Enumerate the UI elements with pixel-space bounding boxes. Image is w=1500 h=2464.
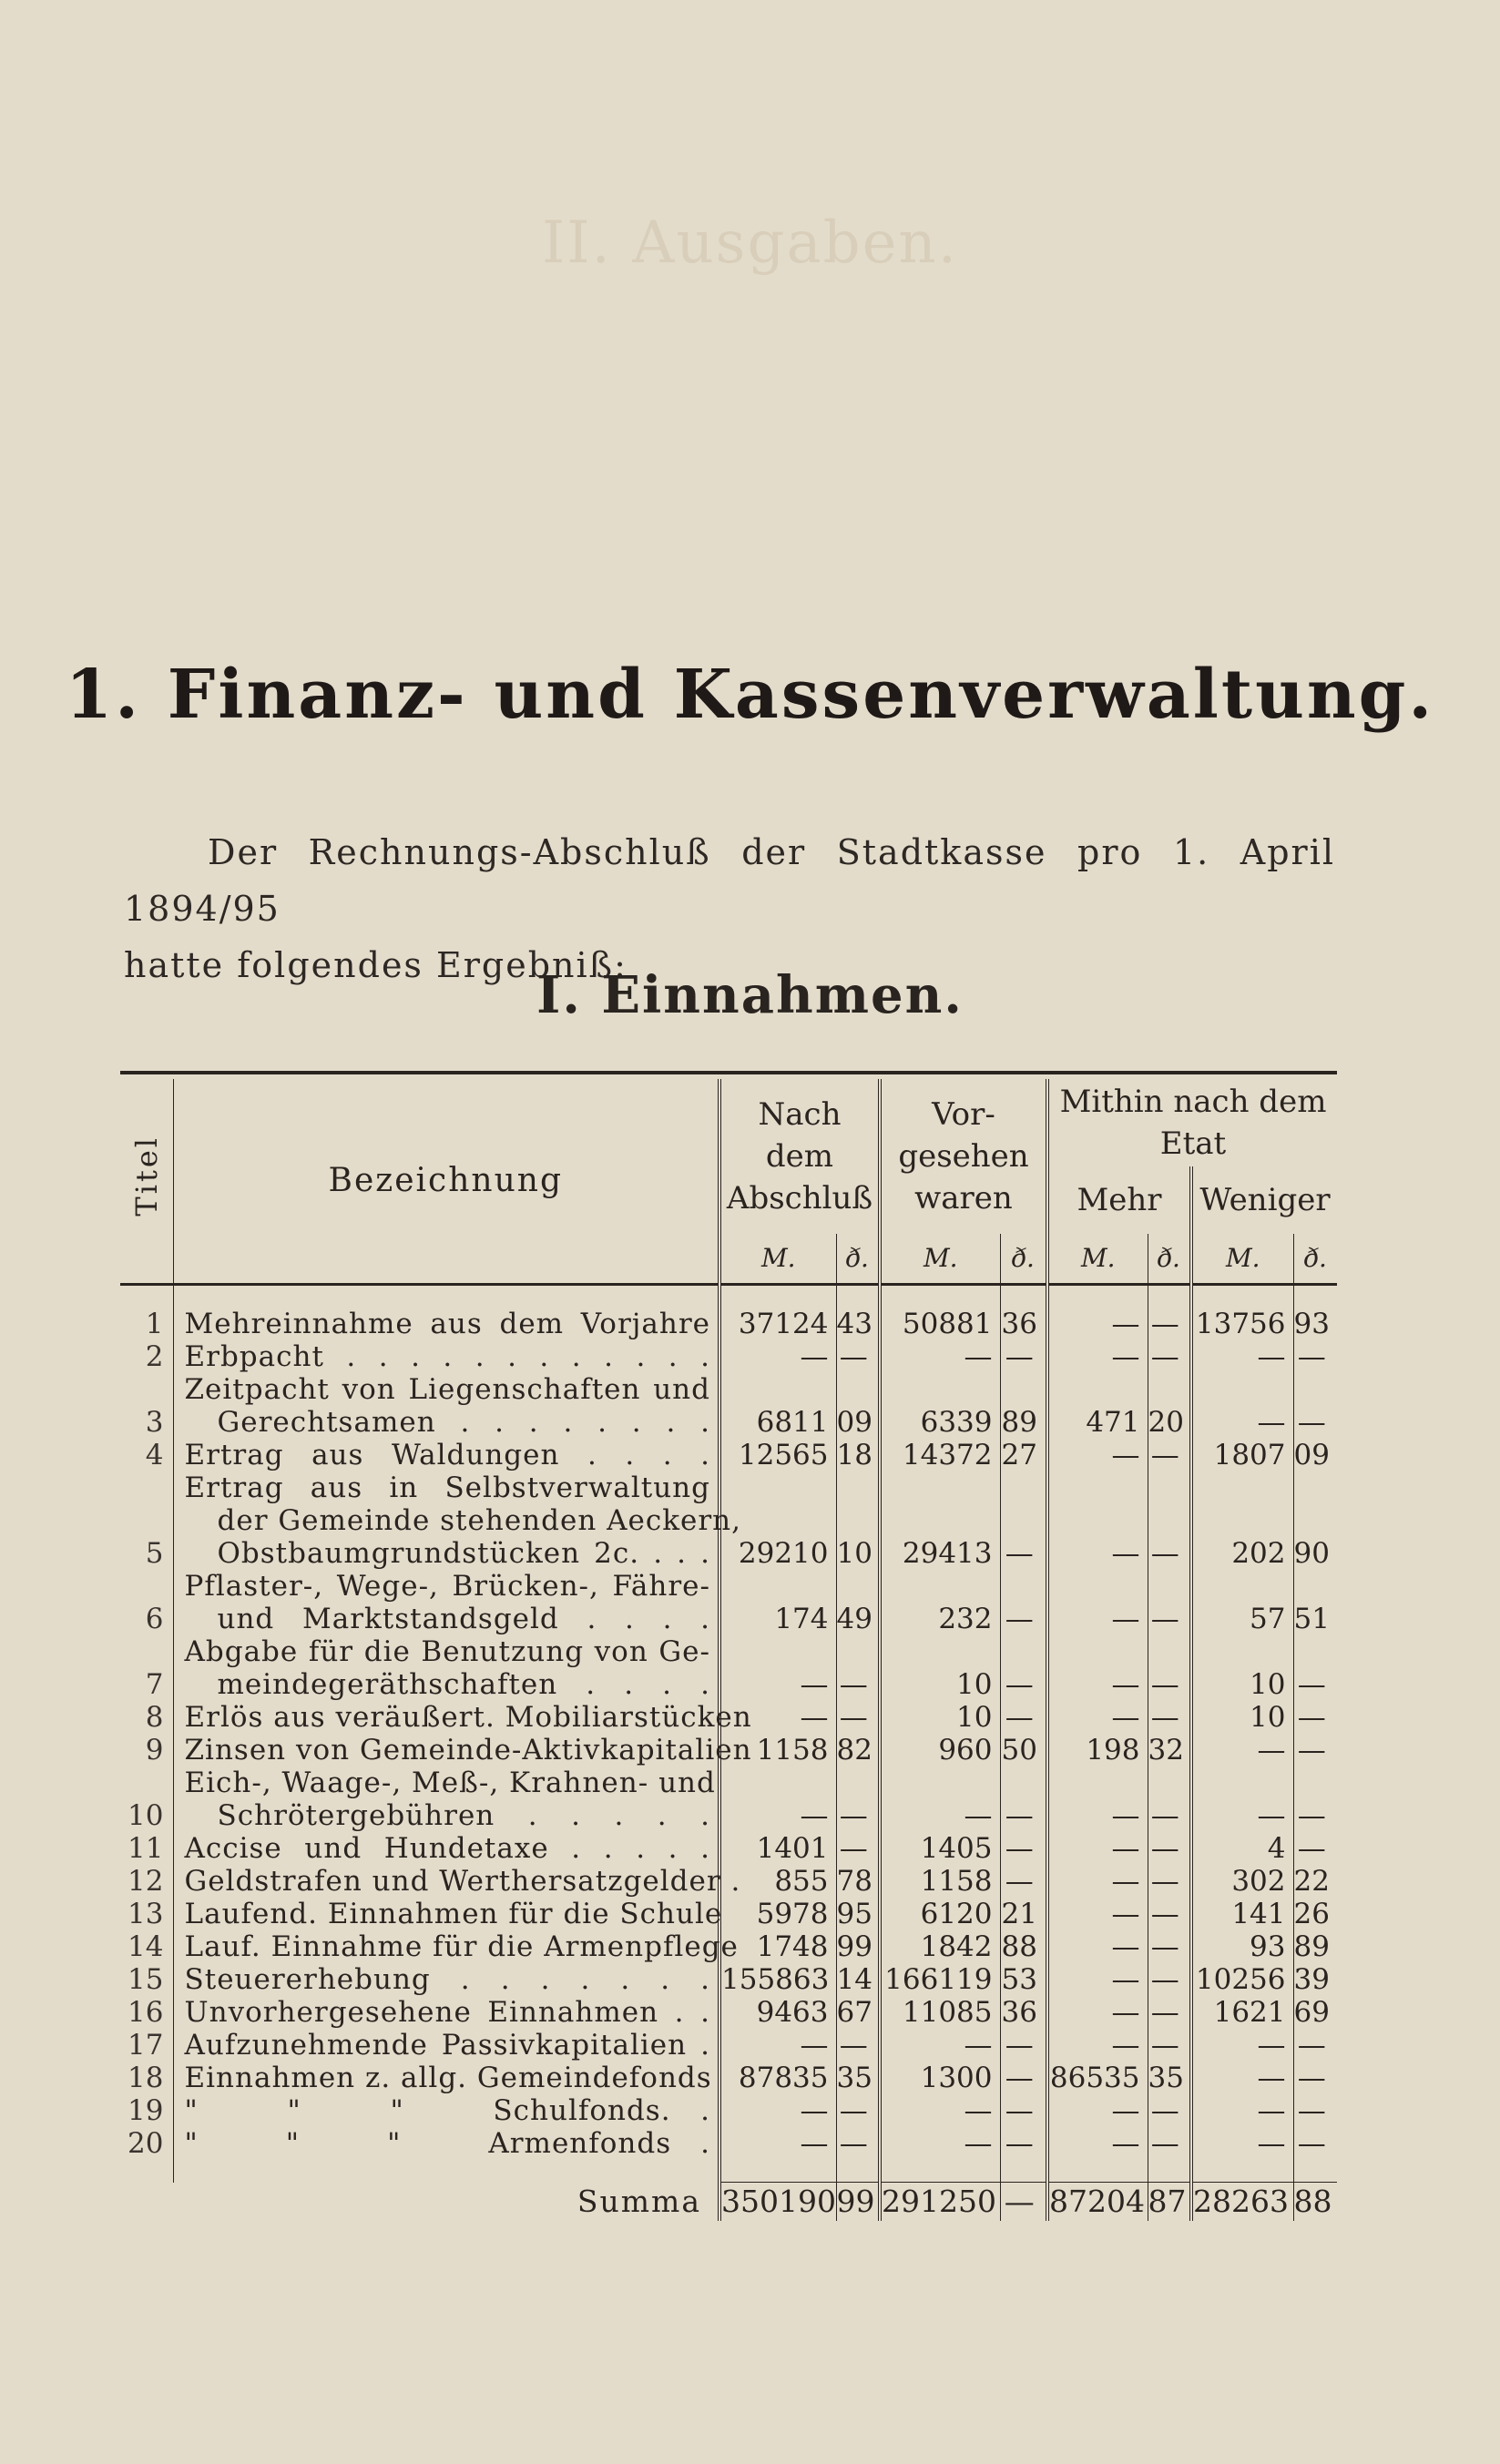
bleed-through-heading: II. Ausgaben. [541,209,959,277]
row-description [173,1898,723,1930]
weniger-pf: 90 [1293,1471,1337,1570]
row-description [173,1996,719,2029]
summa-mehr-pf: 87 [1148,2183,1191,2222]
weniger-pf: — [1293,1635,1337,1701]
mehr-pf: — [1148,2029,1191,2062]
mehr-pf: — [1148,1701,1191,1734]
abschluss-mark: — [719,2029,836,2062]
abschluss-mark: — [719,1635,836,1701]
abschluss-mark: — [719,2127,836,2160]
titel-number: 19 [128,2094,164,2127]
header-bezeichnung: Bezeichnung [173,1079,719,1285]
vorgesehen-mark: — [880,2127,1000,2160]
mehr-mark: — [1047,2094,1148,2127]
abschluss-pf: 78 [836,1865,880,1898]
titel-number: 2 [145,1340,164,1373]
abschluss-mark: 12565 [719,1439,836,1471]
table-row [120,1898,1337,1930]
subsection-title: I. Einnahmen. [536,965,964,1025]
titel-number: 5 [145,1537,164,1570]
abschluss-pf: — [836,2029,880,2062]
mehr-pf: — [1148,1963,1191,1996]
header-weniger: Weniger [1191,1166,1337,1234]
vorgesehen-pf: — [1000,1767,1047,1832]
mehr-pf: — [1148,1340,1191,1373]
row-description [173,1471,741,1570]
table-row [120,2062,1337,2094]
mehr-pf: — [1148,1767,1191,1832]
abschluss-mark: 1748 [719,1930,836,1963]
row-description [173,1340,719,1373]
weniger-pf: — [1293,1734,1337,1767]
row-description [173,2029,719,2062]
mehr-pf: — [1148,1898,1191,1930]
description-line: Pflaster-, Wege-, Brücken-, Fähre- [184,1570,710,1603]
table-row [120,1930,1337,1963]
vorgesehen-pf: — [1000,2029,1047,2062]
table-row [120,1996,1337,2029]
weniger-mark: — [1191,1734,1293,1767]
mehr-mark: 198 [1047,1734,1148,1767]
weniger-pf: — [1293,1767,1337,1832]
abschluss-mark: — [719,2094,836,2127]
mehr-mark: — [1047,1898,1148,1930]
row-description [173,1635,719,1701]
header-mehr: Mehr [1047,1166,1191,1234]
titel-number: 11 [128,1832,164,1865]
weniger-pf: — [1293,2029,1337,2062]
unit-mark: M. [1191,1234,1293,1285]
description-line: Zinsen von Gemeinde-Aktivkapitalien [184,1734,752,1767]
mehr-pf: — [1148,1635,1191,1701]
vorgesehen-pf: — [1000,2094,1047,2127]
vorgesehen-mark: 11085 [880,1996,1000,2029]
titel-number: 7 [145,1668,164,1701]
mehr-mark: — [1047,1570,1148,1635]
vorgesehen-mark: 1405 [880,1832,1000,1865]
titel-number: 9 [145,1734,164,1767]
vorgesehen-pf: 53 [1000,1963,1047,1996]
weniger-pf: 89 [1293,1930,1337,1963]
vorgesehen-mark: 1158 [880,1865,1000,1898]
description-line: Laufend. Einnahmen für die Schule [184,1898,723,1930]
description-line: " " " Armenfonds . [184,2127,710,2160]
mehr-mark: — [1047,1832,1148,1865]
vorgesehen-mark: 1842 [880,1930,1000,1963]
mehr-pf: — [1148,2127,1191,2160]
header-vorgesehen: Vor- gesehen waren [880,1079,1047,1234]
weniger-mark: 10 [1191,1701,1293,1734]
table-row [120,1308,1337,1340]
vorgesehen-mark: 10 [880,1701,1000,1734]
mehr-pf: — [1148,1930,1191,1963]
vorgesehen-mark: 960 [880,1734,1000,1767]
description-line: Erbpacht . . . . . . . . . . . . [184,1340,710,1373]
weniger-pf: 39 [1293,1963,1337,1996]
description-line: der Gemeinde stehenden Aeckern, [217,1504,741,1537]
vorgesehen-mark: 14372 [880,1439,1000,1471]
description-line: Schrötergebühren . . . . . [217,1799,710,1832]
mehr-mark: — [1047,2029,1148,2062]
header-mithin: Mithin nach dem Etat [1047,1079,1337,1166]
titel-number: 10 [128,1799,164,1832]
abschluss-pf: — [836,1701,880,1734]
weniger-pf: — [1293,1373,1337,1439]
description-line: Geldstrafen und Werthersatzgelder . [184,1865,741,1898]
description-line: Mehreinnahme aus dem Vorjahre [184,1308,710,1340]
vorgesehen-mark: 232 [880,1570,1000,1635]
row-description [173,1865,741,1898]
summa-row [120,2183,1337,2222]
titel-number: 13 [128,1898,164,1930]
row-description [173,1832,719,1865]
titel-number: 16 [128,1996,164,2029]
titel-number: 6 [145,1603,164,1635]
mehr-mark: — [1047,1930,1148,1963]
vorgesehen-pf: — [1000,1635,1047,1701]
weniger-pf: — [1293,1701,1337,1734]
description-line: Ertrag aus in Selbstverwaltung [184,1471,710,1504]
unit-mark: M. [1047,1234,1148,1285]
weniger-mark: — [1191,2062,1293,2094]
description-line: Erlös aus veräußert. Mobiliarstücken [184,1701,752,1734]
table-row [120,1832,1337,1865]
description-line: Aufzunehmende Passivkapitalien . [184,2029,710,2062]
description-line: Lauf. Einnahme für die Armenpflege [184,1930,739,1963]
weniger-mark: 1807 [1191,1439,1293,1471]
vorgesehen-pf: 50 [1000,1734,1047,1767]
summa-abschluss-pf: 99 [836,2183,880,2222]
table-row [120,1767,1337,1832]
vorgesehen-mark: 6120 [880,1898,1000,1930]
mehr-pf: — [1148,2094,1191,2127]
description-line: Eich-, Waage-, Meß-, Krahnen- und [184,1767,716,1799]
weniger-mark: — [1191,2029,1293,2062]
vorgesehen-pf: 88 [1000,1930,1047,1963]
vorgesehen-pf: — [1000,1471,1047,1570]
mehr-pf: — [1148,1308,1191,1340]
abschluss-pf: — [836,1635,880,1701]
abschluss-pf: 67 [836,1996,880,2029]
table-row [120,1439,1337,1471]
abschluss-pf: 18 [836,1439,880,1471]
row-description [173,1570,719,1635]
titel-number: 18 [128,2062,164,2094]
weniger-pf: 22 [1293,1865,1337,1898]
weniger-mark: — [1191,2094,1293,2127]
summa-weniger-mark: 28263 [1191,2183,1293,2222]
abschluss-pf: — [836,1340,880,1373]
mehr-mark: 86535 [1047,2062,1148,2094]
abschluss-pf: 09 [836,1373,880,1439]
row-description [173,1930,739,1963]
mehr-mark: — [1047,1439,1148,1471]
mehr-pf: 32 [1148,1734,1191,1767]
abschluss-pf: — [836,2094,880,2127]
abschluss-mark: 5978 [719,1898,836,1930]
weniger-mark: — [1191,1767,1293,1832]
titel-number: 3 [145,1406,164,1439]
weniger-mark: 10256 [1191,1963,1293,1996]
vorgesehen-mark: — [880,2029,1000,2062]
table-row [120,1340,1337,1373]
description-line: meindegeräthschaften . . . . [217,1668,710,1701]
abschluss-pf: 95 [836,1898,880,1930]
row-description [173,1767,719,1832]
row-description [173,1373,719,1439]
abschluss-pf: 35 [836,2062,880,2094]
summa-vorgesehen-pf: — [1000,2183,1047,2222]
weniger-mark: 202 [1191,1471,1293,1570]
mehr-pf: — [1148,1471,1191,1570]
weniger-mark: 302 [1191,1865,1293,1898]
weniger-pf: — [1293,2094,1337,2127]
abschluss-mark: — [719,1767,836,1832]
vorgesehen-mark: — [880,2094,1000,2127]
abschluss-pf: 49 [836,1570,880,1635]
description-line: Einnahmen z. allg. Gemeindefonds [184,2062,712,2094]
table-row [120,1570,1337,1635]
titel-number: 15 [128,1963,164,1996]
mehr-mark: — [1047,1471,1148,1570]
header-abschluss: Nach dem Abschluß [719,1079,880,1234]
vorgesehen-pf: — [1000,2127,1047,2160]
mehr-mark: — [1047,1635,1148,1701]
unit-pf: ð. [836,1234,880,1285]
row-description [173,2094,719,2127]
description-line: Ertrag aus Waldungen . . . . [184,1439,710,1471]
abschluss-mark: 6811 [719,1373,836,1439]
table-row [120,2127,1337,2160]
table-row [120,2029,1337,2062]
table-row [120,2094,1337,2127]
abschluss-mark: 155863 [719,1963,836,1996]
summa-abschluss-mark: 350190 [721,2184,836,2219]
unit-pf: ð. [1293,1234,1337,1285]
row-description [173,2127,719,2160]
mehr-pf: — [1148,1865,1191,1898]
vorgesehen-pf: — [1000,1832,1047,1865]
abschluss-pf: — [836,2127,880,2160]
mehr-pf: — [1148,1439,1191,1471]
vorgesehen-mark: 6339 [880,1373,1000,1439]
titel-number: 14 [128,1930,164,1963]
vorgesehen-pf: 21 [1000,1898,1047,1930]
vorgesehen-pf: 27 [1000,1439,1047,1471]
weniger-pf: 69 [1293,1996,1337,2029]
titel-number: 20 [128,2127,164,2160]
vorgesehen-mark: 10 [880,1635,1000,1701]
description-line: Zeitpacht von Liegenschaften und [184,1373,710,1406]
vorgesehen-pf: — [1000,1701,1047,1734]
vorgesehen-mark: 50881 [880,1308,1000,1340]
mehr-pf: — [1148,1996,1191,2029]
weniger-pf: — [1293,2062,1337,2094]
unit-pf: ð. [1148,1234,1191,1285]
vorgesehen-mark: — [880,1340,1000,1373]
description-line: Accise und Hundetaxe . . . . . [184,1832,710,1865]
vorgesehen-pf: 36 [1000,1308,1047,1340]
table-row [120,1963,1337,1996]
description-line: Abgabe für die Benutzung von Ge- [184,1635,710,1668]
mehr-mark: — [1047,1963,1148,1996]
weniger-pf: — [1293,1340,1337,1373]
vorgesehen-pf: 36 [1000,1996,1047,2029]
summa-mehr-mark: 87204 [1047,2183,1148,2222]
abschluss-pf: 43 [836,1308,880,1340]
row-description [173,2062,719,2094]
weniger-mark: 13756 [1191,1308,1293,1340]
unit-mark: M. [719,1234,836,1285]
mehr-pf: 20 [1148,1373,1191,1439]
section-title: 1. Finanz- und Kassenverwaltung. [65,656,1435,734]
vorgesehen-mark: — [880,1767,1000,1832]
description-line: Unvorhergesehene Einnahmen . . [184,1996,710,2029]
mehr-mark: — [1047,1308,1148,1340]
abschluss-mark: 1401 [719,1832,836,1865]
vorgesehen-pf: — [1000,1340,1047,1373]
description-line: und Marktstandsgeld . . . . [217,1603,710,1635]
table-row [120,1865,1337,1898]
mehr-mark: — [1047,1340,1148,1373]
weniger-mark: — [1191,1340,1293,1373]
table-row [120,1471,1337,1570]
abschluss-mark: 87835 [719,2062,836,2094]
abschluss-pf: — [836,1767,880,1832]
titel-number: 17 [128,2029,164,2062]
mehr-pf: — [1148,1832,1191,1865]
abschluss-pf: 10 [836,1471,880,1570]
mehr-pf: — [1148,1570,1191,1635]
abschluss-mark: — [719,1701,836,1734]
weniger-mark: 10 [1191,1635,1293,1701]
abschluss-mark: 9463 [719,1996,836,2029]
vorgesehen-pf: — [1000,1570,1047,1635]
weniger-pf: — [1293,1832,1337,1865]
description-line: Obstbaumgrundstücken 2c. . . . [217,1537,710,1570]
description-line: " " " Schulfonds. . [184,2094,710,2127]
weniger-mark: 57 [1191,1570,1293,1635]
weniger-pf: 09 [1293,1439,1337,1471]
mehr-mark: — [1047,2127,1148,2160]
row-description [173,1308,719,1340]
titel-number: 4 [145,1439,164,1471]
weniger-pf: 26 [1293,1898,1337,1930]
weniger-mark: 4 [1191,1832,1293,1865]
abschluss-mark: 855 [719,1865,836,1898]
table-row [120,1734,1337,1767]
row-description [173,1439,719,1471]
summa-weniger-pf: 88 [1293,2183,1337,2222]
vorgesehen-pf: — [1000,1865,1047,1898]
weniger-pf: 93 [1293,1308,1337,1340]
weniger-pf: — [1293,2127,1337,2160]
weniger-mark: — [1191,1373,1293,1439]
header-titel: Titel [120,1079,173,1285]
abschluss-pf: 82 [836,1734,880,1767]
abschluss-pf: — [836,1832,880,1865]
mehr-mark: — [1047,1767,1148,1832]
summa-label: Summa [577,2183,701,2219]
weniger-mark: 93 [1191,1930,1293,1963]
vorgesehen-mark: 166119 [880,1963,1000,1996]
abschluss-pf: 14 [836,1963,880,1996]
abschluss-mark: 1158 [719,1734,836,1767]
row-description [173,1963,719,1996]
weniger-mark: — [1191,2127,1293,2160]
mehr-mark: — [1047,1996,1148,2029]
titel-number: 12 [128,1865,164,1898]
mehr-mark: — [1047,1701,1148,1734]
mehr-mark: 471 [1047,1373,1148,1439]
vorgesehen-mark: 29413 [880,1471,1000,1570]
unit-mark: M. [880,1234,1000,1285]
abschluss-mark: 37124 [719,1308,836,1340]
table-row [120,1373,1337,1439]
titel-number: 8 [145,1701,164,1734]
vorgesehen-pf: — [1000,2062,1047,2094]
weniger-mark: 1621 [1191,1996,1293,2029]
table-row [120,1635,1337,1701]
vorgesehen-pf: 89 [1000,1373,1047,1439]
weniger-mark: 141 [1191,1898,1293,1930]
intro-line-2: hatte folgendes Ergebniß: [124,945,628,985]
row-description [173,1734,752,1767]
description-line: Gerechtsamen . . . . . . . . [217,1406,710,1439]
vorgesehen-mark: 1300 [880,2062,1000,2094]
unit-pf: ð. [1000,1234,1047,1285]
revenue-table [120,1071,1337,2221]
mehr-mark: — [1047,1865,1148,1898]
intro-line-1: Der Rechnungs-Abschluß der Stadtkasse pro 1. April 1894/95 [124,832,1335,929]
mehr-pf: 35 [1148,2062,1191,2094]
abschluss-pf: 99 [836,1930,880,1963]
abschluss-mark: 29210 [719,1471,836,1570]
description-line: Steuererhebung . . . . . . . [184,1963,710,1996]
abschluss-mark: 174 [719,1570,836,1635]
abschluss-mark: — [719,1340,836,1373]
weniger-pf: 51 [1293,1570,1337,1635]
summa-vorgesehen-mark: 291250 [880,2183,1000,2222]
table-row [120,1701,1337,1734]
titel-number: 1 [145,1308,164,1340]
row-description [173,1701,752,1734]
